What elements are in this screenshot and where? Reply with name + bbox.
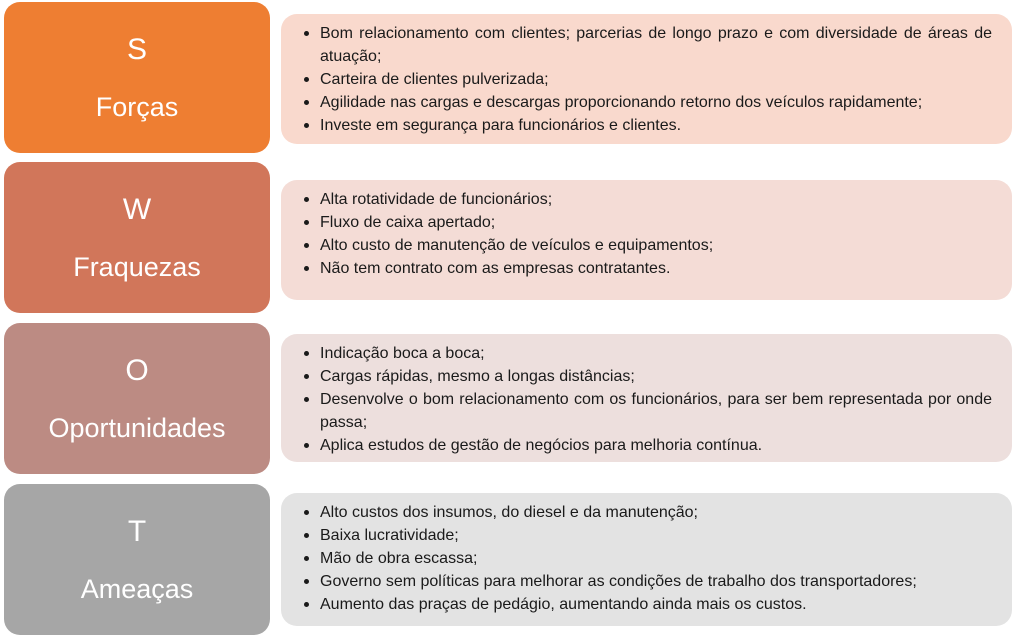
list-item: Cargas rápidas, mesmo a longas distâncias; — [303, 365, 992, 388]
swot-row-opportunities — [0, 321, 1024, 481]
list-item: Baixa lucratividade; — [303, 524, 992, 547]
swot-row-threats — [0, 482, 1024, 637]
list-item: Carteira de clientes pulverizada; — [303, 68, 992, 91]
list-item: Desenvolve o bom relacionamento com os funcionários, para ser bem representada por onde passa; — [303, 388, 992, 434]
list-item: Governo sem políticas para melhorar as condições de trabalho dos transportadores; — [303, 570, 992, 593]
weaknesses-title: Fraquezas — [73, 252, 201, 282]
weaknesses-panel — [281, 180, 1012, 300]
strengths-title: Forças — [95, 92, 179, 122]
swot-row-weaknesses — [0, 160, 1024, 320]
list-item: Mão de obra escassa; — [303, 547, 992, 570]
list-item: Alto custos dos insumos, do diesel e da manutenção; — [303, 501, 992, 524]
list-item: Aumento das praças de pedágio, aumentando ainda mais os custos. — [303, 593, 992, 616]
list-item: Investe em segurança para funcionários e clientes. — [303, 114, 992, 137]
opportunities-letter: O — [125, 354, 149, 387]
threats-list — [303, 501, 992, 616]
strengths-panel — [281, 14, 1012, 144]
list-item: Bom relacionamento com clientes; parcerias de longo prazo e com diversidade de áreas de atuação; — [303, 22, 992, 68]
weaknesses-letter: W — [122, 193, 152, 226]
list-item: Indicação boca a boca; — [303, 342, 992, 365]
threats-title: Ameaças — [80, 574, 194, 604]
swot-row-strengths — [0, 0, 1024, 160]
threats-panel — [281, 493, 1012, 626]
threats-tile — [4, 484, 270, 635]
strengths-tile — [4, 2, 270, 153]
opportunities-panel — [281, 334, 1012, 462]
opportunities-list — [303, 342, 992, 457]
threats-letter: T — [127, 515, 147, 548]
list-item: Agilidade nas cargas e descargas proporcionando retorno dos veículos rapidamente; — [303, 91, 992, 114]
strengths-list — [303, 22, 992, 137]
strengths-letter: S — [126, 33, 147, 66]
weaknesses-tile — [4, 162, 270, 313]
list-item: Aplica estudos de gestão de negócios para melhoria contínua. — [303, 434, 992, 457]
list-item: Alto custo de manutenção de veículos e equipamentos; — [303, 234, 992, 257]
list-item: Alta rotatividade de funcionários; — [303, 188, 992, 211]
opportunities-title: Oportunidades — [48, 413, 226, 443]
list-item: Não tem contrato com as empresas contratantes. — [303, 257, 992, 280]
opportunities-tile — [4, 323, 270, 474]
weaknesses-list — [303, 188, 992, 280]
list-item: Fluxo de caixa apertado; — [303, 211, 992, 234]
